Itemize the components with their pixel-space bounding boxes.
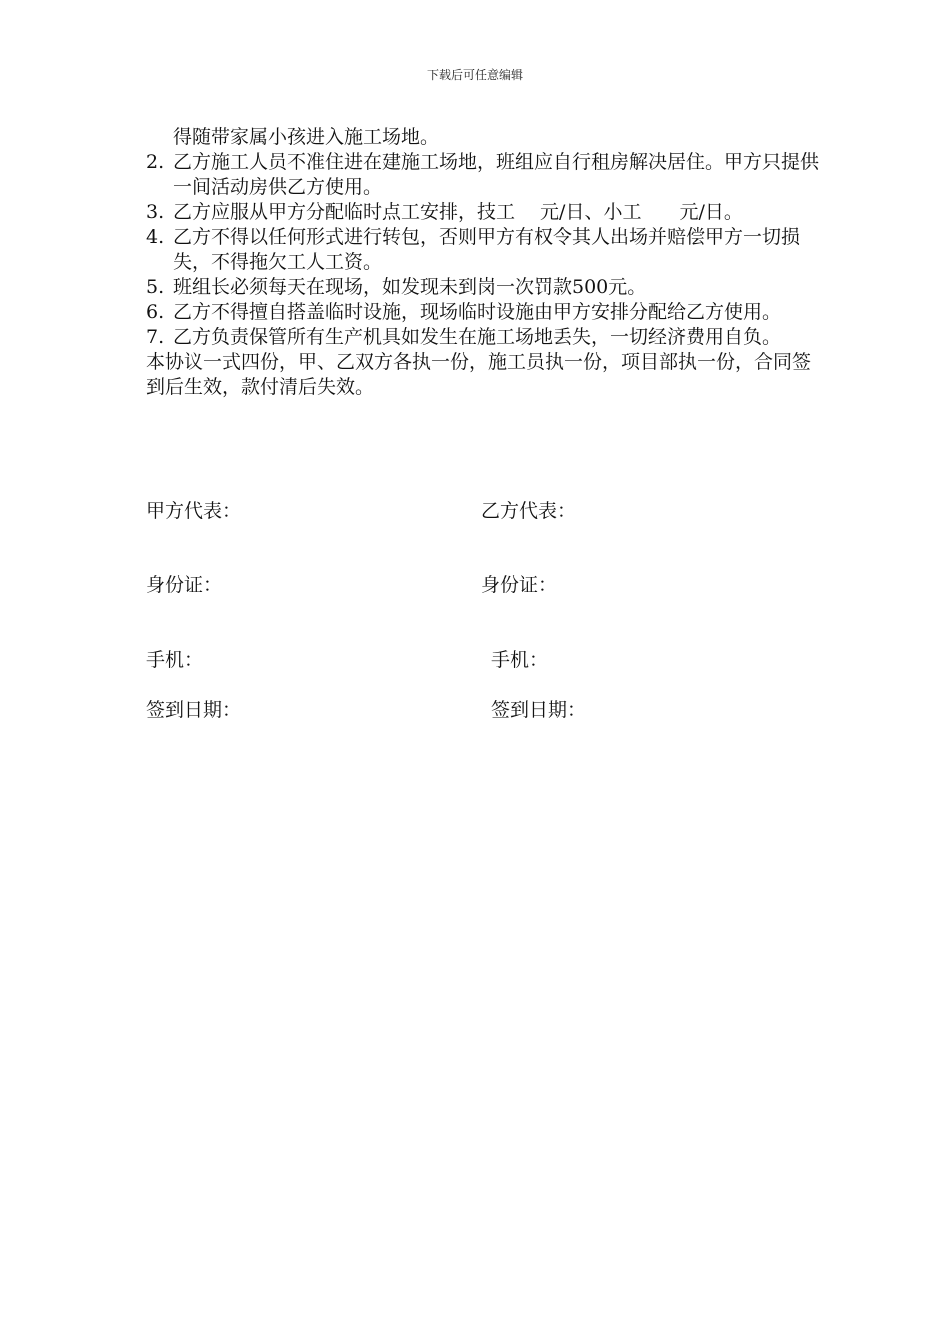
item-number: 7.	[146, 326, 165, 348]
party-a-id-label: 身份证：	[146, 574, 223, 596]
item-text: 乙方施工人员不准住进在建施工场地，班组应自行租房解决居住。甲方只提供一间活动房供乙方使用。	[173, 151, 820, 198]
agreement-body	[146, 125, 826, 400]
party-a-rep-label: 甲方代表：	[146, 500, 242, 522]
list-item	[146, 325, 826, 350]
item-number: 6.	[146, 301, 165, 323]
item-number: 5.	[146, 276, 165, 298]
item-text: 乙方应服从甲方分配临时点工安排，技工 元/日、小工 元/日。	[173, 201, 743, 223]
continuation-text: 得随带家属小孩进入施工场地。	[173, 126, 440, 148]
party-a-phone-label: 手机：	[146, 649, 204, 671]
list-item	[146, 275, 826, 300]
page-header: 下载后可任意编辑	[426, 68, 523, 82]
party-b-date-label: 签到日期：	[491, 699, 587, 721]
list-item	[146, 150, 826, 200]
item-text: 班组长必须每天在现场，如发现未到岗一次罚款500元。	[173, 276, 647, 298]
closing-paragraph: 本协议一式四份，甲、乙双方各执一份，施工员执一份，项目部执一份，合同签到后生效，款付清后失效。	[146, 351, 812, 398]
item-number: 2.	[146, 151, 165, 173]
list-item	[146, 200, 826, 225]
item-number: 4.	[146, 226, 165, 248]
party-b-id-label: 身份证：	[481, 574, 558, 596]
list-item	[146, 300, 826, 325]
party-b-rep-label: 乙方代表：	[481, 500, 577, 522]
item-text: 乙方负责保管所有生产机具如发生在施工场地丢失，一切经济费用自负。	[173, 326, 782, 348]
party-a-date-label: 签到日期：	[146, 699, 242, 721]
item-number: 3.	[146, 201, 165, 223]
list-item	[146, 225, 826, 275]
party-b-phone-label: 手机：	[491, 649, 549, 671]
item-text: 乙方不得以任何形式进行转包，否则甲方有权令其人出场并赔偿甲方一切损失，不得拖欠工人工资。	[173, 226, 801, 273]
item-text: 乙方不得擅自搭盖临时设施，现场临时设施由甲方安排分配给乙方使用。	[173, 301, 782, 323]
